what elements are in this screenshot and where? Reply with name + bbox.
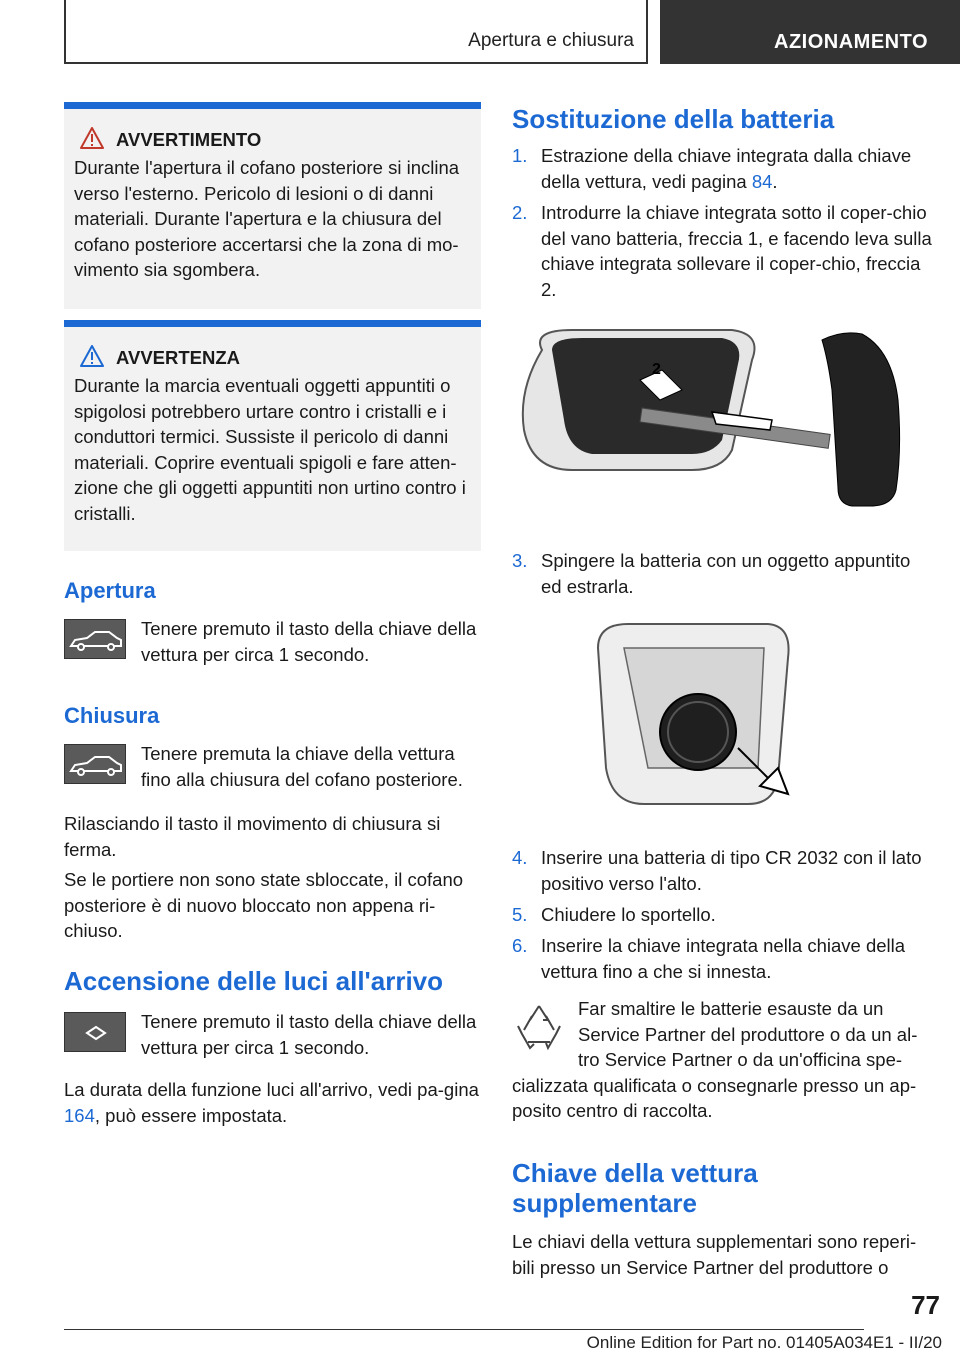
step-item: 6. Inserire la chiave integrata nella chiave della vettura fino a che si innesta. (512, 935, 906, 982)
footer-edition: Online Edition for Part no. 01405A034E1 - II/20 (586, 1333, 942, 1352)
chiusura-paragraph-1: Rilasciando il tasto il movimento di chiusura si ferma. (64, 813, 441, 860)
car-trunk-icon (64, 744, 126, 784)
car-trunk-icon (64, 619, 126, 659)
step-item: 2. Introdurre la chiave integrata sotto il coper-chio del vano batteria, freccia 1, e facendo leva sulla chiave integrata sollevare il coper-chio, freccia 2. (512, 202, 932, 300)
key-battery-cover-figure (512, 320, 912, 520)
header-section-label: Apertura e chiusura (468, 30, 634, 51)
step-item: 1. Estrazione della chiave integrata dalla chiave della vettura, vedi pagina 84. (512, 145, 912, 192)
arrow-label: 2 (652, 361, 661, 378)
heading-apertura: Apertura (64, 578, 156, 603)
recycle-note-line: Far smaltire le batterie esauste da un (578, 998, 884, 1019)
accensione-text: Tenere premuto il tasto della chiave della vettura per circa 1 secondo. (141, 1011, 477, 1058)
heading-sostituzione: Sostituzione della batteria (512, 104, 835, 134)
step-item: 3. Spingere la batteria con un oggetto appuntito ed estrarla. (512, 550, 911, 597)
light-arrival-icon (64, 1012, 126, 1052)
battery-removal-figure (588, 618, 798, 810)
apertura-text: Tenere premuto il tasto della chiave della vettura per circa 1 secondo. (141, 618, 477, 665)
page-link[interactable]: 84 (751, 170, 773, 192)
chiusura-text: Tenere premuta la chiave della vettura fino alla chiusura del cofano posteriore. (141, 743, 463, 790)
step-item: 4. Inserire una batteria di tipo CR 2032 con il lato positivo verso l'alto. (512, 847, 922, 894)
page-link[interactable]: 164 (64, 1104, 95, 1126)
recycle-note-line: cializzata qualificata o consegnarle presso un ap- (512, 1074, 917, 1096)
warning-text: Durante la marcia eventuali oggetti appuntiti o spigolosi potrebbero urtare contro i cristalli e i conduttori termici. Sussiste il pericolo di danni materiali. Coprire eventuali spigoli e fare atten-zione che gli oggetti appuntiti non urtino contro i cristalli. (74, 375, 466, 524)
footer-divider (64, 1329, 864, 1330)
heading-chiusura: Chiusura (64, 703, 160, 728)
header-chapter-label: AZIONAMENTO (774, 31, 929, 53)
recycle-icon (512, 1000, 566, 1054)
heading-chiave-supplementare: Chiave della vettura supplementare (512, 1158, 758, 1218)
warning-triangle-icon (80, 127, 104, 149)
warning-triangle-icon (80, 345, 104, 367)
recycle-note-line: Service Partner del produttore o da un al- (578, 1023, 918, 1045)
chiusura-paragraph-2: Se le portiere non sono state sbloccate, il cofano posteriore è di nuovo bloccato non appena ri-chiuso. (64, 869, 464, 941)
recycle-note-line: tro Service Partner o da un'officina spe- (578, 1049, 903, 1070)
recycle-note-line: posito centro di raccolta. (512, 1100, 713, 1121)
step-item: 5. Chiudere lo sportello. (512, 904, 716, 925)
header-section-tab (64, 0, 648, 64)
warning-text: Durante l'apertura il cofano posteriore si inclina verso l'esterno. Pericolo di lesioni o di danni materiali. Durante l'apertura e la chiusura del cofano posteriore accertarsi che la zona di mo-vimento sia sgombera. (74, 157, 460, 280)
page-number: 77 (911, 1290, 940, 1320)
header-chapter-tab (660, 0, 960, 64)
heading-accensione: Accensione delle luci all'arrivo (64, 966, 444, 996)
warning-box-avvertimento (64, 102, 481, 309)
warning-title: AVVERTENZA (116, 347, 241, 368)
warning-box-avvertenza (64, 320, 481, 551)
accensione-paragraph: La durata della funzione luci all'arrivo, vedi pa-gina 164, può essere impostata. (64, 1079, 479, 1126)
chiave-supplementare-text: Le chiavi della vettura supplementari sono reperi-bili presso un Service Partner del produttore o (512, 1231, 917, 1278)
warning-title: AVVERTIMENTO (116, 129, 262, 150)
